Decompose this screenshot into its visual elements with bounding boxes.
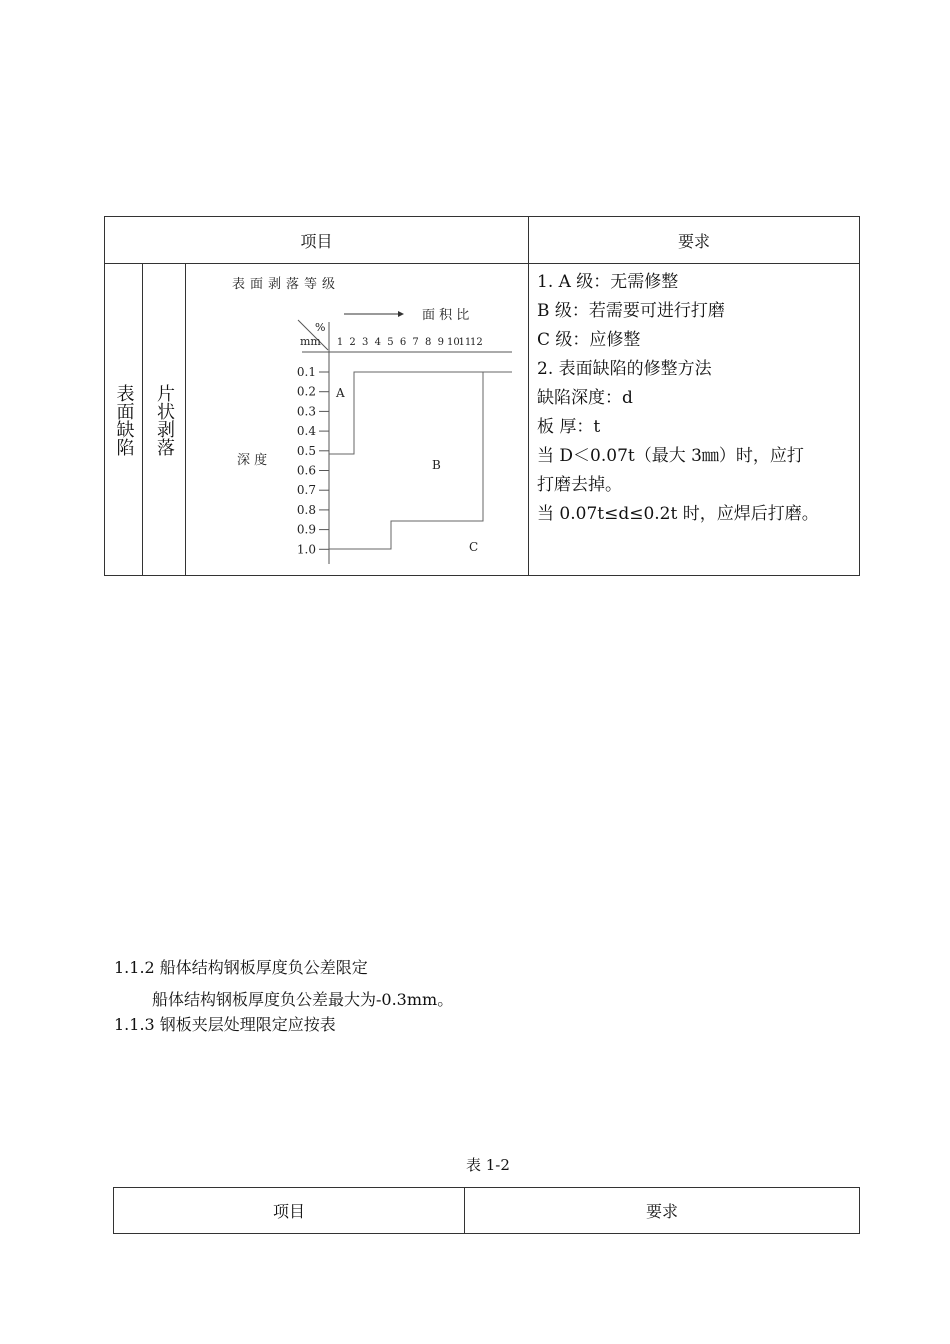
depth-label: 深 度 <box>237 453 268 468</box>
header-requirement: 要求 <box>529 217 860 264</box>
defect-table <box>104 216 860 576</box>
x-tick-label: 7 <box>412 337 419 348</box>
y-tick-label: 0.7 <box>296 483 316 498</box>
requirement-line: 板 厚：t <box>537 417 601 437</box>
x-tick-label: 6 <box>399 337 407 348</box>
y-tick-label: 0.1 <box>296 365 316 379</box>
diagram-title: 表面剥落等级 <box>232 277 341 292</box>
requirement-line: 当 0.07t≤d≤0.2t 时，应焊后打磨。 <box>537 504 819 524</box>
x-tick-label: 12 <box>470 337 483 348</box>
y-tick-label: 0.3 <box>296 404 316 419</box>
section-112-heading: 1.1.2 船体结构钢板厚度负公差限定 <box>114 958 368 977</box>
y-tick-label: 0.2 <box>296 384 316 399</box>
y-tick-label: 0.8 <box>296 502 316 517</box>
category-cell <box>105 264 143 576</box>
requirement-line: 缺陷深度：d <box>537 388 633 408</box>
x-tick-label: 9 <box>437 337 444 348</box>
area-ratio-label: 面 积 比 <box>422 308 470 323</box>
x-tick-label: 1 <box>336 337 344 348</box>
subcategory-label: 片状剥落 <box>154 383 175 456</box>
x-tick-label: 11 <box>458 337 472 348</box>
zone-b-boundary <box>329 372 483 549</box>
y-tick-label: 0.9 <box>296 522 316 537</box>
requirement-line: 打磨去掉。 <box>537 475 622 495</box>
requirement-line: 1. A 级：无需修整 <box>537 272 679 292</box>
zone-c-label: C <box>469 540 479 554</box>
x-tick-label: 5 <box>387 337 394 348</box>
percent-label: % <box>315 321 326 334</box>
zone-a-label: A <box>336 386 345 400</box>
requirement-line: C 级：应修整 <box>537 330 641 350</box>
mm-label: mm <box>300 335 321 348</box>
table2-header-requirement: 要求 <box>465 1188 860 1234</box>
x-tick-label: 4 <box>374 337 381 348</box>
requirements-cell <box>529 264 860 576</box>
y-tick-label: 0.6 <box>296 463 316 478</box>
header-item: 项目 <box>105 217 529 264</box>
requirement-line: B 级：若需要可进行打磨 <box>537 301 725 321</box>
zone-b-label: B <box>432 458 441 472</box>
x-tick-label: 3 <box>362 337 369 348</box>
lamination-table <box>113 1187 860 1234</box>
requirement-line: 2. 表面缺陷的修整方法 <box>537 359 712 379</box>
x-tick-label: 8 <box>425 337 432 348</box>
zone-a-boundary <box>329 372 512 454</box>
section-112-body: 船体结构钢板厚度负公差最大为-0.3mm。 <box>152 990 454 1009</box>
arrow-head <box>398 311 404 317</box>
y-tick-label: 0.4 <box>296 424 316 439</box>
section-113-heading: 1.1.3 钢板夹层处理限定应按表 <box>114 1015 336 1034</box>
x-tick-label: 2 <box>349 337 356 348</box>
x-tick-label: 10 <box>447 337 460 348</box>
y-tick-label: 0.5 <box>296 443 316 458</box>
requirements-list <box>537 268 859 529</box>
spalling-grade-diagram <box>186 264 528 575</box>
diagram-cell <box>186 264 529 576</box>
y-tick-label: 1.0 <box>296 542 316 557</box>
subcategory-cell <box>143 264 186 576</box>
requirement-line: 当 D＜0.07t（最大 3㎜）时，应打 <box>537 446 804 466</box>
table2-header-item: 项目 <box>114 1188 465 1234</box>
category-label: 表面缺陷 <box>113 383 135 456</box>
table-caption: 表 1-2 <box>466 1156 510 1174</box>
